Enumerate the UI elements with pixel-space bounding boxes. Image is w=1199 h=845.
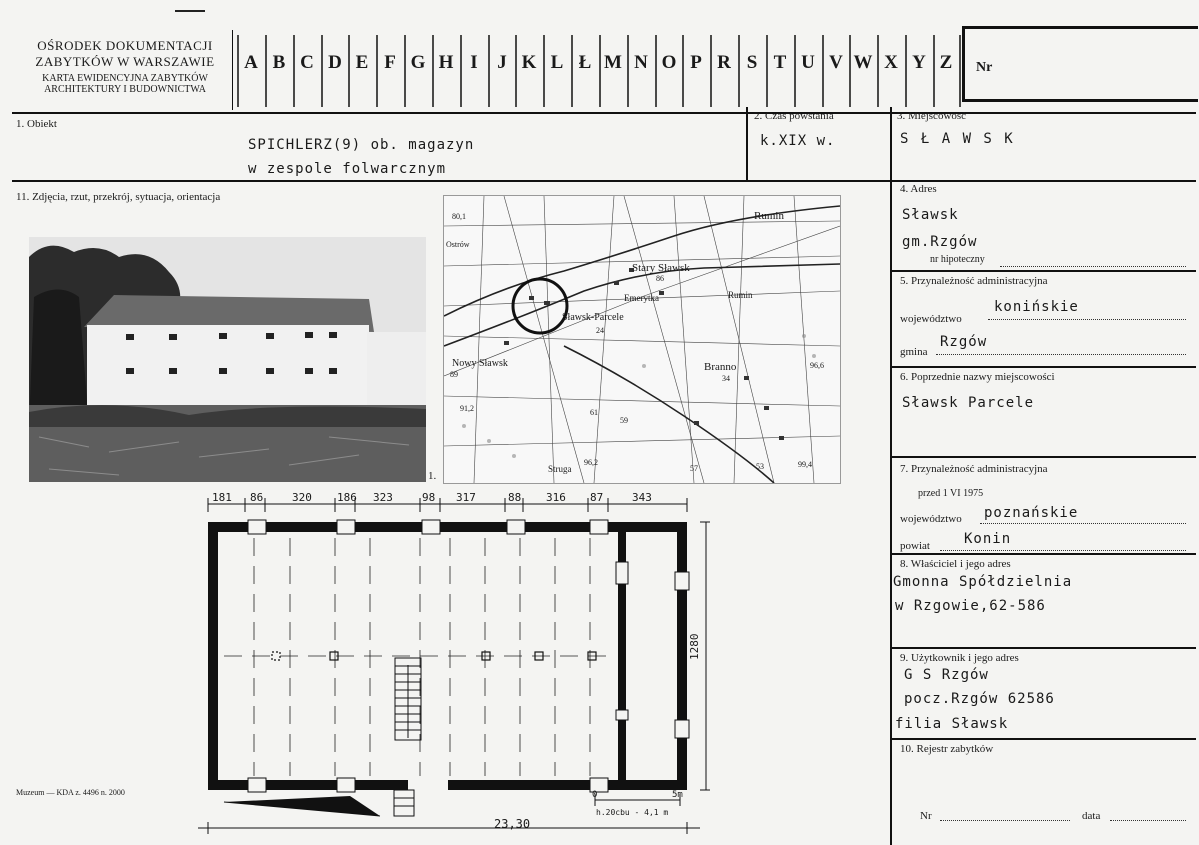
field5-woj-line xyxy=(988,319,1186,320)
index-letter-l: L xyxy=(550,52,564,73)
map-label-emerytka: Emerytka xyxy=(624,293,659,303)
index-letter-c: C xyxy=(300,52,314,73)
divider-field2 xyxy=(746,107,748,182)
field5-label: 5. Przynależność administracyjna xyxy=(900,275,1048,287)
topographic-map xyxy=(444,196,840,483)
museum-footer: Muzeum — KDA z. 4496 n. 2000 xyxy=(16,788,125,797)
plan-dim-8: 88 xyxy=(508,491,522,504)
plan-dim-9: 316 xyxy=(546,491,566,504)
field9-value-line3: filia Sławsk xyxy=(895,716,1009,732)
index-letter-z: Z xyxy=(939,52,953,73)
plan-scale-label: h.20cbu - 4,1 m xyxy=(596,808,669,817)
field4-value-line2: gm.Rzgów xyxy=(902,234,978,250)
map-label-rumin: Rumin xyxy=(754,210,784,222)
field8-value-line2: w Rzgowie,62-586 xyxy=(895,598,1046,614)
index-letter-r: R xyxy=(717,52,731,73)
map-height-99-4: 99,4 xyxy=(798,460,812,469)
institution-name-line1: OŚRODEK DOKUMENTACJI xyxy=(37,38,213,53)
field6-label: 6. Poprzednie nazwy miejscowości xyxy=(900,371,1055,383)
field6-value: Sławsk Parcele xyxy=(902,395,1035,411)
card-title-line2: ARCHITEKTURY I BUDOWNICTWA xyxy=(44,84,206,95)
index-letter-d: D xyxy=(328,52,342,73)
field7-woj-value: poznańskie xyxy=(984,505,1079,521)
field10-data-line xyxy=(1110,820,1186,821)
plan-dim-6: 98 xyxy=(422,491,436,504)
rule-field5 xyxy=(892,270,1196,272)
field5-gmina-line xyxy=(936,354,1186,355)
institution-block xyxy=(16,38,234,95)
map-height-96-6: 96,6 xyxy=(810,361,824,370)
map-height-89: 89 xyxy=(450,370,458,379)
field1-value-line1: SPICHLERZ(9) ob. magazyn xyxy=(248,137,475,153)
field3-label: 3. Miejscowość xyxy=(897,110,967,122)
map-height-59: 59 xyxy=(620,416,628,425)
plan-dim-11: 343 xyxy=(632,491,652,504)
map-label-struga: Struga xyxy=(548,464,572,474)
rule-field10 xyxy=(892,738,1196,740)
field4-label: 4. Adres xyxy=(900,183,937,195)
map-label-rumin-2: Rumin xyxy=(728,290,753,300)
field7-woj-line xyxy=(980,523,1186,524)
field8-label: 8. Właściciel i jego adres xyxy=(900,558,1011,570)
nr-label: Nr xyxy=(976,60,993,75)
location-map xyxy=(443,195,841,484)
map-height-61: 61 xyxy=(590,408,598,417)
plan-scale-end: 5m xyxy=(672,790,683,800)
rule-field9 xyxy=(892,647,1196,649)
index-letter-m: M xyxy=(604,52,622,73)
index-letter-v: V xyxy=(829,52,843,73)
field7-label: 7. Przynależność administracyjna xyxy=(900,463,1048,475)
index-letter-t: T xyxy=(773,52,787,73)
field2-value: k.XIX w. xyxy=(760,133,836,149)
field4-value-line1: Sławsk xyxy=(902,207,959,223)
field3-value: S Ł A W S K xyxy=(900,131,1015,147)
field10-nr-line xyxy=(940,820,1070,821)
field7-woj-label: województwo xyxy=(900,513,962,525)
index-letter-p: P xyxy=(690,52,702,73)
plan-scale-start: 0 xyxy=(592,790,598,800)
field7-powiat-value: Konin xyxy=(964,531,1012,547)
nr-box xyxy=(962,26,1198,102)
field4-hipoteczny-line xyxy=(1000,266,1186,267)
field4-hipoteczny-label: nr hipoteczny xyxy=(930,254,985,265)
field8-value-line1: Gmonna Spółdzielnia xyxy=(893,574,1073,590)
map-height-91-2: 91,2 xyxy=(460,404,474,413)
rule-field6 xyxy=(892,366,1196,368)
plan-dim-3: 320 xyxy=(292,491,312,504)
plan-dim-2: 86 xyxy=(250,491,264,504)
map-label-ostrow: Ostrów xyxy=(446,240,470,249)
field10-label: 10. Rejestr zabytków xyxy=(900,743,994,755)
index-letter-b: B xyxy=(272,52,286,73)
field10-nr-label: Nr xyxy=(920,810,932,822)
field2-label: 2. Czas powstania xyxy=(754,110,834,122)
plan-dim-total-width: 23,30 xyxy=(494,817,531,831)
building-photo xyxy=(29,237,426,482)
index-letter-k: K xyxy=(521,52,537,73)
field11-label: 11. Zdjęcia, rzut, przekrój, sytuacja, orientacja xyxy=(16,191,221,203)
map-height-53: 53 xyxy=(756,462,764,471)
map-label-branno: Branno xyxy=(704,361,737,373)
field10-data-label: data xyxy=(1082,810,1101,822)
index-letter-w: W xyxy=(853,52,873,73)
plan-dim-4: 186 xyxy=(337,491,357,504)
index-letter-y: Y xyxy=(912,52,926,73)
field9-value-line1: G S Rzgów xyxy=(904,667,989,683)
map-label-nowy-slawsk: Nowy Sławsk xyxy=(452,358,508,369)
map-height-34: 34 xyxy=(722,374,730,383)
rule-header xyxy=(12,112,1196,114)
plan-dim-7: 317 xyxy=(456,491,476,504)
index-letter-l-stroke: Ł xyxy=(578,52,592,73)
field9-value-line2: pocz.Rzgów 62586 xyxy=(904,691,1055,707)
plan-dim-height: 1280 xyxy=(688,633,701,660)
field5-gmina-value: Rzgów xyxy=(940,334,988,350)
index-letter-s: S xyxy=(746,52,758,73)
top-dash xyxy=(175,10,205,12)
divider-right-column xyxy=(890,182,892,845)
field5-woj-value: konińskie xyxy=(994,299,1079,315)
institution-name-line2: ZABYTKÓW W WARSZAWIE xyxy=(35,54,215,69)
index-letter-a: A xyxy=(244,52,258,73)
index-letter-x: X xyxy=(884,52,898,73)
map-height-24: 24 xyxy=(596,326,604,335)
field5-gmina-label: gmina xyxy=(900,346,928,358)
plan-dim-10: 87 xyxy=(590,491,604,504)
index-letter-j: J xyxy=(497,52,507,73)
index-letter-e: E xyxy=(355,52,369,73)
field9-label: 9. Użytkownik i jego adres xyxy=(900,652,1019,664)
field7-powiat-line xyxy=(940,550,1186,551)
card-title-line1: KARTA EWIDENCYJNA ZABYTKÓW xyxy=(42,73,208,84)
index-letter-o: O xyxy=(661,52,677,73)
figure-number: 1. xyxy=(428,470,437,482)
field5-woj-label: województwo xyxy=(900,313,962,325)
divider-field3 xyxy=(890,107,892,182)
index-letter-i: I xyxy=(470,52,478,73)
rule-under-obiekt xyxy=(12,180,1196,182)
map-height-80-1: 80,1 xyxy=(452,212,466,221)
index-letter-g: G xyxy=(410,52,426,73)
divider-header-left xyxy=(232,30,233,110)
index-letter-h: H xyxy=(438,52,454,73)
plan-dim-5: 323 xyxy=(373,491,393,504)
map-label-slawsk-parcele: Sławsk-Parcele xyxy=(562,312,624,323)
granary-photo-image xyxy=(29,237,426,482)
field1-label: 1. Obiekt xyxy=(16,118,57,130)
rule-field7 xyxy=(892,456,1196,458)
rule-field8 xyxy=(892,553,1196,555)
index-letter-f: F xyxy=(384,52,396,73)
field1-value-line2: w zespole folwarcznym xyxy=(248,161,447,177)
map-label-stary-slawsk: Stary Sławsk xyxy=(632,262,690,274)
map-height-86: 86 xyxy=(656,274,664,283)
index-letter-n: N xyxy=(634,52,648,73)
map-height-96-2: 96,2 xyxy=(584,458,598,467)
index-letter-u: U xyxy=(801,52,815,73)
field7-przed: przed 1 VI 1975 xyxy=(918,488,984,499)
floor-plan xyxy=(190,490,710,835)
plan-dim-1: 181 xyxy=(212,491,232,504)
field7-powiat-label: powiat xyxy=(900,540,930,552)
map-height-57: 57 xyxy=(690,464,698,473)
